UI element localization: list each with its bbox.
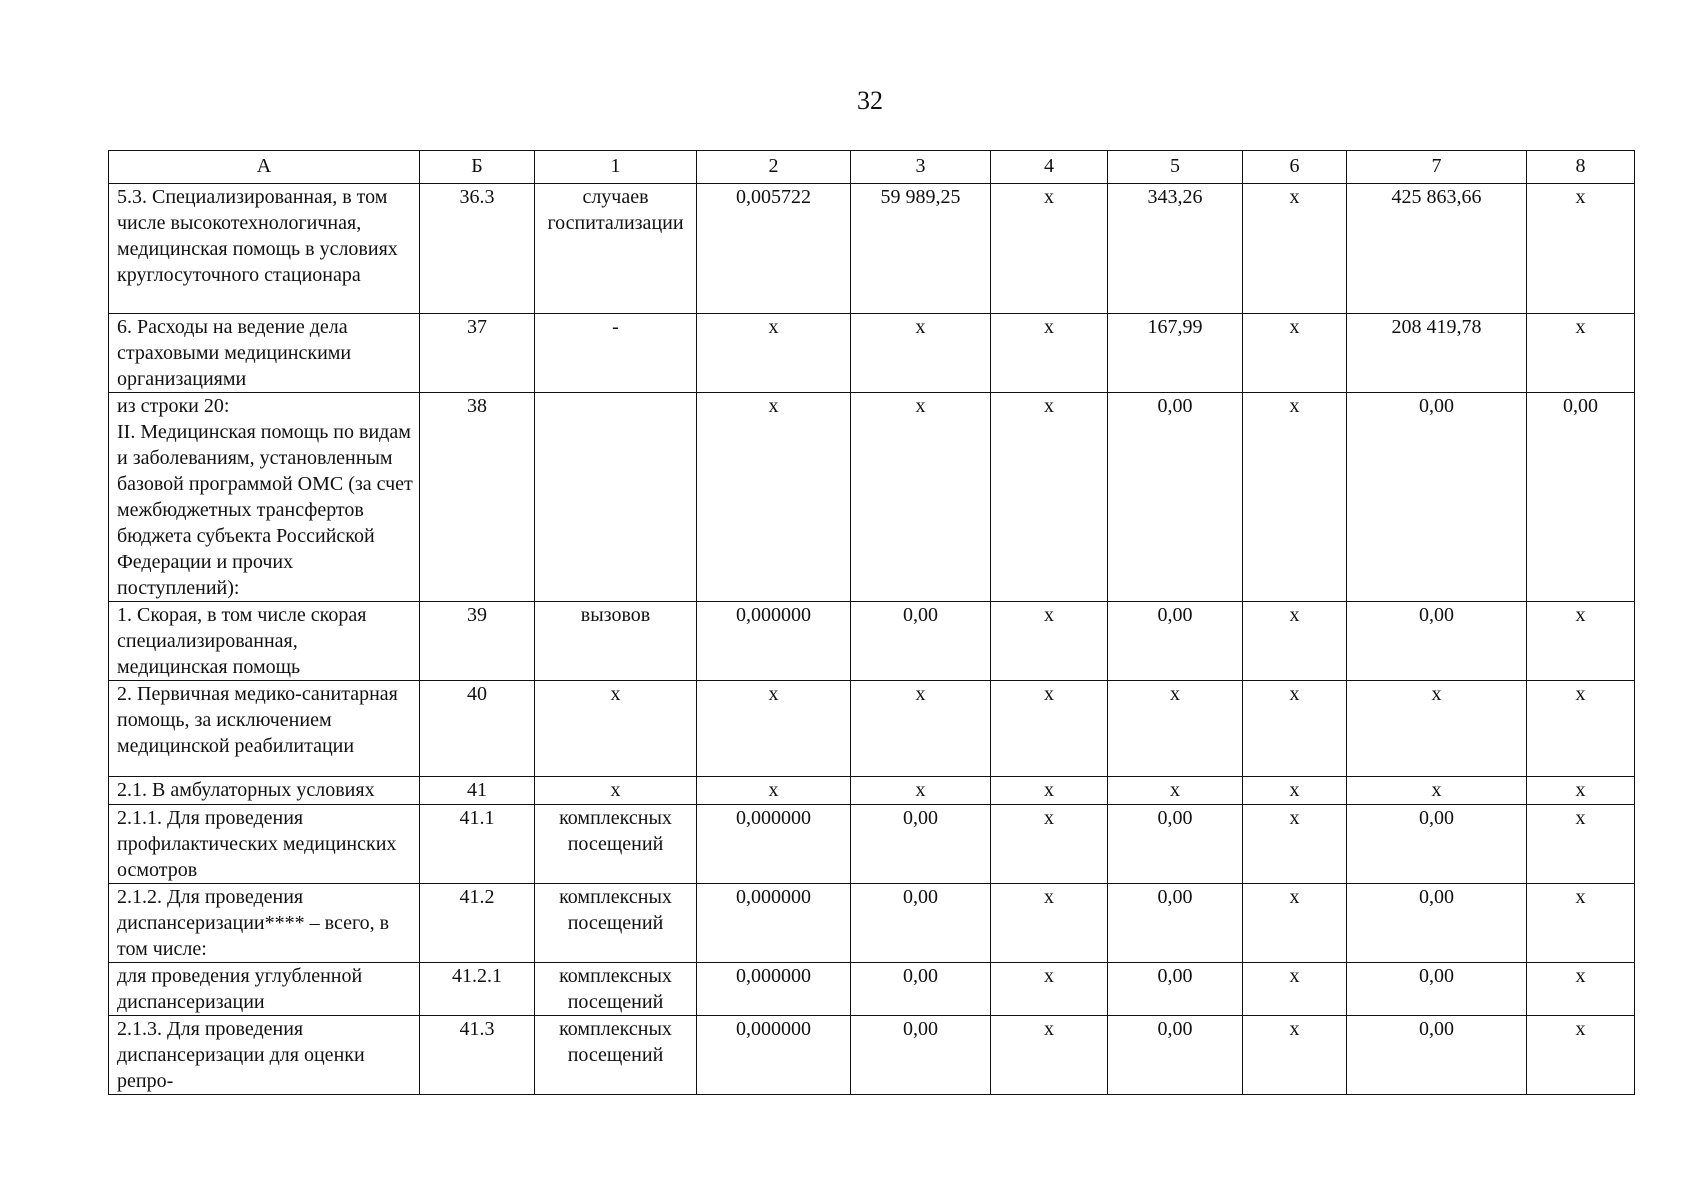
table-cell: 0,00 — [1347, 805, 1527, 884]
row-label-cell: 6. Расходы на ведение дела страховыми медицинскими организациями — [109, 314, 420, 393]
table-cell: х — [1243, 184, 1347, 314]
table-cell: х — [991, 963, 1108, 1016]
table-cell: х — [991, 1016, 1108, 1095]
table-cell: х — [851, 314, 991, 393]
table-cell: х — [1243, 777, 1347, 805]
table-header-row — [109, 151, 1635, 184]
table-cell: 41 — [420, 777, 535, 805]
table-row — [109, 1016, 1635, 1095]
table-cell: 41.3 — [420, 1016, 535, 1095]
table-row — [109, 184, 1635, 314]
row-label-cell: 1. Скорая, в том числе скорая специализированная, медицинская помощь — [109, 602, 420, 681]
row-label-cell: для проведения углубленной диспансеризации — [109, 963, 420, 1016]
header-cell: 2 — [697, 151, 851, 184]
table-cell: х — [1527, 963, 1635, 1016]
table-cell: 41.2 — [420, 884, 535, 963]
table-cell: х — [1243, 314, 1347, 393]
table-cell: 0,00 — [851, 1016, 991, 1095]
table-row — [109, 963, 1635, 1016]
table-cell: 40 — [420, 681, 535, 777]
table-cell: комплексных посещений — [535, 884, 697, 963]
table-cell: х — [1347, 777, 1527, 805]
header-cell: 3 — [851, 151, 991, 184]
header-cell: 5 — [1108, 151, 1243, 184]
table-cell: х — [1527, 184, 1635, 314]
table-cell: х — [697, 314, 851, 393]
table-cell: х — [1243, 963, 1347, 1016]
header-cell: Б — [420, 151, 535, 184]
table-cell: 41.1 — [420, 805, 535, 884]
table-cell: 37 — [420, 314, 535, 393]
table-row — [109, 393, 1635, 602]
header-cell: А — [109, 151, 420, 184]
row-label-cell: 2.1. В амбулаторных условиях — [109, 777, 420, 805]
header-cell: 4 — [991, 151, 1108, 184]
table-cell: х — [1527, 314, 1635, 393]
table-cell: х — [1527, 602, 1635, 681]
table-cell: 0,00 — [851, 963, 991, 1016]
table-cell: х — [851, 393, 991, 602]
table-cell: 343,26 — [1108, 184, 1243, 314]
table-row — [109, 681, 1635, 777]
header-cell: 8 — [1527, 151, 1635, 184]
table-row — [109, 314, 1635, 393]
header-cell: 7 — [1347, 151, 1527, 184]
table-cell: 0,00 — [1108, 963, 1243, 1016]
table-cell: 0,00 — [1347, 963, 1527, 1016]
table-cell: х — [991, 393, 1108, 602]
table-cell: х — [1108, 681, 1243, 777]
table-cell: 208 419,78 — [1347, 314, 1527, 393]
table-cell: х — [1243, 681, 1347, 777]
table-cell: 39 — [420, 602, 535, 681]
table-row — [109, 602, 1635, 681]
table-cell: 0,00 — [1108, 602, 1243, 681]
table-cell: х — [697, 681, 851, 777]
table-cell: 0,00 — [1347, 393, 1527, 602]
table-row — [109, 805, 1635, 884]
table-cell: 0,00 — [1347, 1016, 1527, 1095]
table-cell: х — [1527, 805, 1635, 884]
table-body — [109, 184, 1635, 1095]
row-label-cell: из строки 20: II. Медицинская помощь по видам и заболеваниям, установленным базовой программой ОМС (за счет межбюджетных трансфертов бюджета субъекта Российской Федерации и прочих поступлений): — [109, 393, 420, 602]
table-cell: х — [1527, 681, 1635, 777]
table-cell: х — [1243, 602, 1347, 681]
header-cell: 1 — [535, 151, 697, 184]
table-cell: 0,00 — [1108, 805, 1243, 884]
table-cell: 0,000000 — [697, 805, 851, 884]
table-row — [109, 884, 1635, 963]
table-cell: 0,00 — [851, 884, 991, 963]
table-cell: 167,99 — [1108, 314, 1243, 393]
table-cell: х — [535, 777, 697, 805]
table-cell: 0,00 — [851, 805, 991, 884]
table-cell: х — [991, 884, 1108, 963]
table-cell: случаев госпитализации — [535, 184, 697, 314]
page-number: 32 — [857, 86, 883, 115]
table-cell: 0,000000 — [697, 1016, 851, 1095]
table-cell: х — [851, 681, 991, 777]
table-cell: х — [1243, 884, 1347, 963]
table-cell: х — [991, 777, 1108, 805]
table-cell: 59 989,25 — [851, 184, 991, 314]
table-cell: х — [991, 602, 1108, 681]
table-cell — [535, 393, 697, 602]
row-label-cell: 5.3. Специализированная, в том числе высокотехнологичная, медицинская помощь в условиях круглосуточного стационара — [109, 184, 420, 314]
table-cell: 0,00 — [851, 602, 991, 681]
table-cell: 0,000000 — [697, 884, 851, 963]
table-cell: 41.2.1 — [420, 963, 535, 1016]
table-cell: х — [1527, 884, 1635, 963]
table-cell: х — [991, 805, 1108, 884]
table-cell: вызовов — [535, 602, 697, 681]
table-cell: х — [697, 777, 851, 805]
row-label-cell: 2. Первичная медико-санитарная помощь, за исключением медицинской реабилитации — [109, 681, 420, 777]
table-cell: х — [1243, 805, 1347, 884]
table-cell: 0,00 — [1527, 393, 1635, 602]
table-cell: 36.3 — [420, 184, 535, 314]
table-cell: 0,00 — [1347, 602, 1527, 681]
row-label-cell: 2.1.2. Для проведения диспансеризации**** – всего, в том числе: — [109, 884, 420, 963]
table-cell: 0,00 — [1108, 1016, 1243, 1095]
table-cell: - — [535, 314, 697, 393]
header-cell: 6 — [1243, 151, 1347, 184]
table-row — [109, 777, 1635, 805]
table-cell: х — [851, 777, 991, 805]
table-cell: комплексных посещений — [535, 805, 697, 884]
table-cell: комплексных посещений — [535, 963, 697, 1016]
table-cell: комплексных посещений — [535, 1016, 697, 1095]
table-cell: х — [1527, 1016, 1635, 1095]
table-cell: х — [991, 314, 1108, 393]
table-cell: х — [991, 184, 1108, 314]
table-cell: 0,005722 — [697, 184, 851, 314]
table-cell: х — [1108, 777, 1243, 805]
table-cell: х — [1527, 777, 1635, 805]
table-cell: х — [1243, 393, 1347, 602]
table-cell: х — [1347, 681, 1527, 777]
table-cell: 0,000000 — [697, 602, 851, 681]
data-table — [108, 150, 1635, 1095]
table-cell: х — [535, 681, 697, 777]
table-cell: х — [1243, 1016, 1347, 1095]
table-cell: 0,00 — [1108, 393, 1243, 602]
row-label-cell: 2.1.1. Для проведения профилактических медицинских осмотров — [109, 805, 420, 884]
table-cell: х — [991, 681, 1108, 777]
table-cell: 0,00 — [1347, 884, 1527, 963]
table-cell: 0,000000 — [697, 963, 851, 1016]
table-cell: 38 — [420, 393, 535, 602]
table-cell: 0,00 — [1108, 884, 1243, 963]
table-cell: х — [697, 393, 851, 602]
row-label-cell: 2.1.3. Для проведения диспансеризации для оценки репро- — [109, 1016, 420, 1095]
table-cell: 425 863,66 — [1347, 184, 1527, 314]
